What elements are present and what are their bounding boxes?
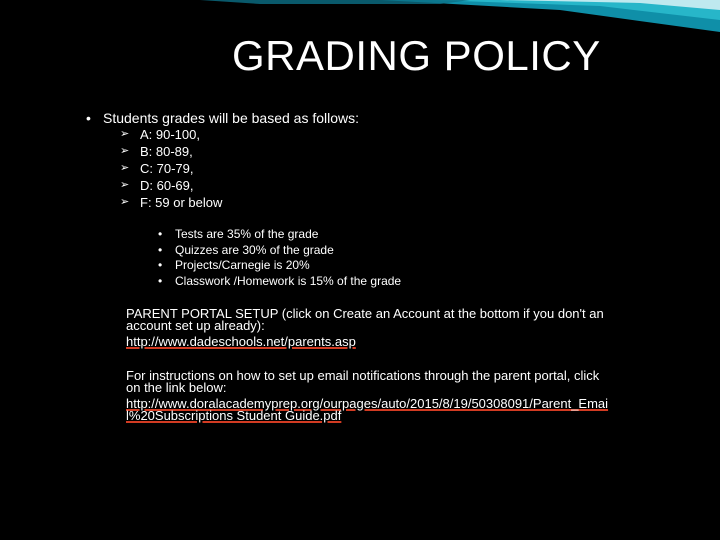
- weight-text: Tests are 35% of the grade: [175, 227, 319, 241]
- list-item: [158, 258, 401, 274]
- grade-text: B: 80-89,: [140, 144, 193, 159]
- grade-text: A: 90-100,: [140, 127, 200, 142]
- grade-text: C: 70-79,: [140, 161, 194, 176]
- bullet-icon: •: [158, 258, 163, 273]
- arrow-bullet-icon: ➢: [120, 179, 130, 191]
- weight-text: Quizzes are 30% of the grade: [175, 242, 334, 257]
- list-item: [120, 194, 222, 211]
- parent-portal-link[interactable]: http://www.dadeschools.net/parents.asp: [126, 334, 356, 349]
- list-item: [120, 160, 222, 177]
- bullet-icon: •: [158, 242, 163, 257]
- grade-list: [120, 126, 222, 211]
- list-item: [158, 243, 401, 259]
- arrow-bullet-icon: ➢: [120, 162, 130, 174]
- parent-portal-section: [126, 308, 616, 348]
- slide-title: GRADING POLICY: [232, 32, 601, 79]
- weight-text: Projects/Carnegie is 20%: [175, 258, 310, 273]
- list-item: [120, 177, 222, 194]
- parent-portal-text: PARENT PORTAL SETUP (click on Create an Account at the bottom if you don't an account set up already):: [126, 306, 604, 333]
- arrow-bullet-icon: ➢: [120, 128, 130, 140]
- intro-line: [86, 110, 359, 126]
- email-instructions-section: [126, 370, 616, 422]
- weight-text: Classwork /Homework is 15% of the grade: [175, 273, 402, 288]
- list-item: [158, 227, 401, 243]
- arrow-bullet-icon: ➢: [120, 145, 130, 157]
- list-item: [158, 274, 401, 290]
- bullet-icon: •: [86, 110, 91, 126]
- list-item: [120, 126, 222, 143]
- weight-list: [158, 227, 401, 289]
- grade-text: F: 59 or below: [140, 195, 223, 210]
- intro-text: Students grades will be based as follows:: [103, 110, 360, 126]
- arrow-bullet-icon: ➢: [120, 196, 130, 208]
- list-item: [120, 143, 222, 160]
- bullet-icon: •: [158, 227, 163, 241]
- bullet-icon: •: [158, 273, 163, 288]
- grade-text: D: 60-69,: [140, 178, 194, 193]
- email-guide-link[interactable]: http://www.doralacademyprep.org/ourpages/auto/2015/8/19/50308091/Parent_Email%20Subscriptions Student Guide.pdf: [126, 396, 609, 423]
- email-instructions-text: For instructions on how to set up email notifications through the parent portal, click on the link below:: [126, 368, 600, 395]
